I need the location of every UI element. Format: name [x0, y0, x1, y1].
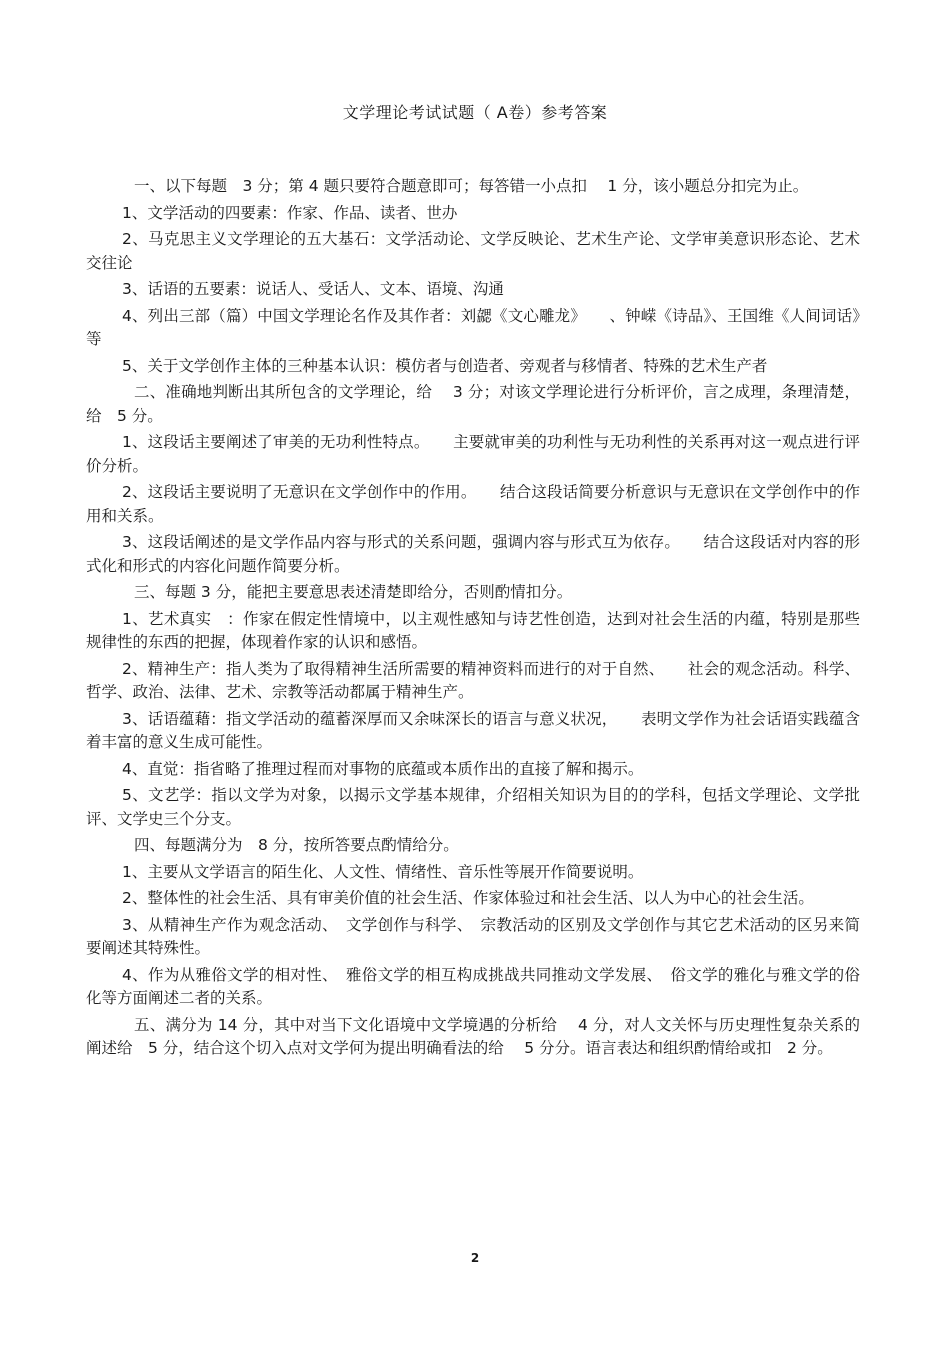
page-title: 文学理论考试试题（ A卷）参考答案	[342, 103, 608, 122]
answer-item: 2、马克思主义文学理论的五大基石：文学活动论、文学反映论、艺术生产论、文学审美意识形态论、艺术交往论	[86, 230, 860, 272]
section-heading-paragraph: 二、准确地判断出其所包含的文学理论，给 3 分；对该文学理论进行分析评价，言之成理，条理清楚，给 5 分。	[86, 383, 860, 425]
answer-item: 3、话语蕴藉：指文学活动的蕴蓄深厚而又余味深长的语言与意义状况， 表明文学作为社会话语实践蕴含着丰富的意义生成可能性。	[86, 709, 860, 751]
section-heading-paragraph: 五、满分为 14 分，其中对当下文化语境中文学境遇的分析给 4 分，对人文关怀与历史理性复杂关系的阐述给 5 分，结合这个切入点对文学何为提出明确看法的给 5 分分。语言表达和组织酌情给或扣 2 分。	[86, 1015, 860, 1057]
answer-item: 3、话语的五要素：说话人、受话人、文本、语境、沟通	[122, 280, 504, 298]
answer-item: 1、文学活动的四要素：作家、作品、读者、世办	[122, 203, 458, 222]
answer-item: 4、直觉：指省略了推理过程而对事物的底蕴或本质作出的直接了解和揭示。	[122, 759, 644, 778]
answer-item: 3、从精神生产作为观念活动、 文学创作与科学、 宗教活动的区别及文学创作与其它艺术活动的区另来简要阐述其特殊性。	[86, 915, 860, 957]
answer-item: 2、这段话主要说明了无意识在文学创作中的作用。 结合这段话简要分析意识与无意识在文学创作中的作用和关系。	[86, 483, 860, 525]
answer-item: 1、主要从文学语言的陌生化、人文性、情绪性、音乐性等展开作简要说明。	[122, 862, 644, 881]
answer-item: 2、整体性的社会生活、具有审美价值的社会生活、作家体验过和社会生活、以人为中心的社会生活。	[122, 889, 814, 907]
section-heading-paragraph: 三、每题 3 分，能把主要意思表述清楚即给分，否则酌情扣分。	[134, 583, 573, 601]
answer-item: 1、艺术真实 ：作家在假定性情境中，以主观性感知与诗艺性创造，达到对社会生活的内蕴，特别是那些规律性的东西的把握，体现着作家的认识和感悟。	[86, 609, 860, 651]
answer-item: 1、这段话主要阐述了审美的无功利性特点。 主要就审美的功利性与无功利性的关系再对这一观点进行评价分析。	[86, 433, 860, 475]
section-heading-paragraph: 四、每题满分为 8 分，按所答要点酌情给分。	[134, 836, 459, 854]
answer-item: 4、列出三部（篇）中国文学理论名作及其作者：刘勰《文心雕龙》 、钟嵘《诗品》、王国维《人间词话》等	[86, 306, 860, 348]
answer-item: 4、作为从雅俗文学的相对性、 雅俗文学的相互构成挑战共同推动文学发展、 俗文学的雅化与雅文学的俗化等方面阐述二者的关系。	[86, 965, 860, 1007]
answer-item: 3、这段话阐述的是文学作品内容与形式的关系问题，强调内容与形式互为依存。 结合这段话对内容的形式化和形式的内容化问题作简要分析。	[86, 533, 860, 575]
answer-item: 2、精神生产：指人类为了取得精神生活所需要的精神资料而进行的对于自然、 社会的观念活动。科学、哲学、政治、法律、艺术、宗教等活动都属于精神生产。	[86, 659, 860, 701]
answer-item: 5、文艺学：指以文学为对象，以揭示文学基本规律，介绍相关知识为目的的学科，包括文学理论、文学批评、文学史三个分支。	[86, 786, 860, 828]
page-number: 2	[470, 1251, 480, 1265]
section-heading-paragraph: 一、以下每题 3 分；第 4 题只要符合题意即可；每答错一小点扣 1 分，该小题总分扣完为止。	[134, 177, 809, 195]
answer-item: 5、关于文学创作主体的三种基本认识：模仿者与创造者、旁观者与移情者、特殊的艺术生产者	[122, 356, 768, 375]
answer-body	[86, 175, 860, 1064]
